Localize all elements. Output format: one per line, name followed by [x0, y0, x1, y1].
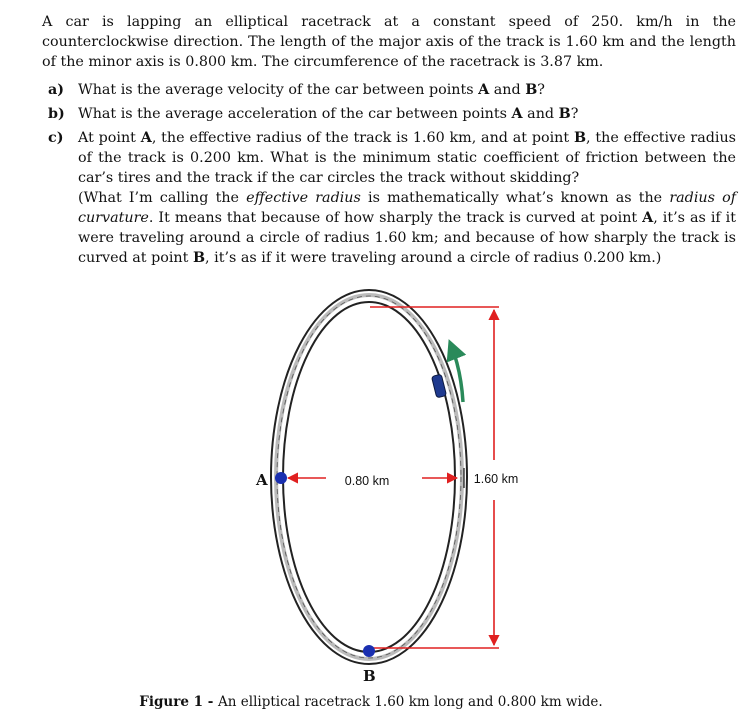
figure-caption-separator: -	[203, 694, 219, 710]
question-c-text: At point	[78, 130, 141, 146]
point-a-ref: A	[478, 82, 490, 98]
car-icon	[431, 374, 446, 398]
radius-note	[78, 188, 736, 268]
height-label: 1.60 km	[473, 472, 519, 486]
question-a-end: ?	[537, 82, 545, 98]
question-b-end: ?	[570, 106, 579, 122]
question-list	[42, 80, 736, 268]
problem-statement	[42, 12, 736, 72]
point-b-label: B	[363, 667, 376, 685]
note-text-5: , it’s as if it were traveling around a circle of radius 0.200 km.)	[205, 250, 662, 266]
point-a-label: A	[256, 471, 268, 489]
point-b-ref: B	[558, 106, 571, 122]
figure-caption	[0, 693, 742, 711]
racetrack-figure	[0, 288, 742, 688]
question-b-text: What is the average acceleration of the car between points	[78, 106, 512, 122]
note-text-4: , it’s as if it were traveling around a circle of radius 1.60 km; and because of how sharply the track is curved at point	[78, 210, 736, 266]
figure-caption-text: An elliptical racetrack 1.60 km long and 0.800 km wide.	[218, 694, 603, 710]
question-a-text: What is the average velocity of the car between points	[78, 82, 479, 98]
point-a-ref: A	[642, 210, 654, 226]
figure-caption-label: Figure 1	[139, 694, 204, 710]
question-a-and: and	[489, 82, 526, 98]
point-b-ref: B	[525, 82, 538, 98]
note-emphasis-radius-of-curvature: radius of curvature	[78, 190, 736, 226]
note-text-3: . It means that because of how sharply the track is curved at point	[148, 210, 643, 226]
question-a	[42, 80, 736, 100]
note-text-2: is mathematically what’s known as the	[360, 190, 670, 206]
question-c-mid: , the effective radius of the track is 1.60 km, and at point	[151, 130, 574, 146]
question-a-letter: a)	[48, 82, 65, 98]
point-a-marker	[275, 472, 287, 484]
note-emphasis-effective-radius: effective radius	[246, 190, 361, 206]
question-c	[42, 128, 736, 268]
point-a-ref: A	[140, 130, 152, 146]
point-a-ref: A	[511, 106, 523, 122]
point-b-marker	[363, 645, 375, 657]
question-b-letter: b)	[48, 106, 65, 122]
note-text-1: (What I’m calling the	[78, 190, 247, 206]
problem-statement-text: A car is lapping an elliptical racetrack at a constant speed of 250. km/h in the counterclockwise direction. The length of the major axis of the track is 1.60 km and the length of the minor axis is 0.800 km. The circumference of the racetrack is 3.87 km.	[42, 14, 736, 70]
question-c-end: , the effective radius of the track is 0.200 km. What is the minimum static coefficient of friction between the car’s tires and the track if the car circles the track without skidding?	[78, 130, 736, 186]
racetrack-diagram	[0, 288, 742, 688]
question-b-and: and	[522, 106, 559, 122]
point-b-ref: B	[573, 130, 587, 146]
question-b	[42, 104, 736, 124]
question-c-letter: c)	[48, 130, 64, 146]
point-b-ref: B	[192, 250, 206, 266]
width-label: 0.80 km	[344, 474, 390, 488]
